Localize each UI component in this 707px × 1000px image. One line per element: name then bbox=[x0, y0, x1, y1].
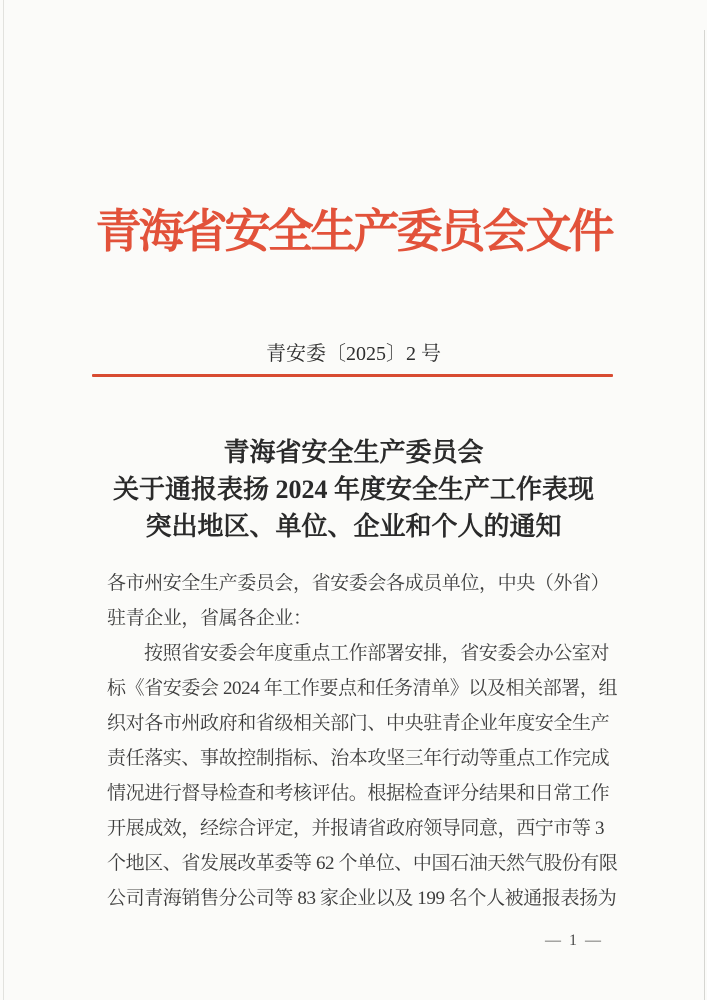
body-text-line: 标《省安委会 2024 年工作要点和任务清单》以及相关部署，组 bbox=[107, 678, 618, 699]
document-title-line-3: 突出地区、单位、企业和个人的通知 bbox=[145, 512, 562, 541]
body-text-line: 开展成效，经综合评定，并报请省政府领导同意，西宁市等 3 bbox=[107, 818, 605, 839]
document-title-line-1: 青海省安全生产委员会 bbox=[223, 438, 484, 467]
document-title bbox=[0, 434, 707, 545]
body-text-line: 各市州安全生产委员会，省安委会各成员单位，中央（外省） bbox=[107, 573, 610, 594]
body-text-line: 公司青海销售分公司等 83 家企业以及 199 名个人被通报表扬为 bbox=[107, 888, 617, 909]
body-text-line: 个地区、省发展改革委等 62 个单位、中国石油天然气股份有限 bbox=[107, 853, 618, 874]
red-divider-line bbox=[92, 374, 613, 377]
document-letterhead: 青海省安全生产委员会文件 bbox=[95, 206, 612, 257]
page-number: — 1 — bbox=[545, 932, 603, 949]
body-text-line: 驻青企业，省属各企业： bbox=[107, 608, 312, 629]
document-title-line-2: 关于通报表扬 2024 年度安全生产工作表现 bbox=[112, 475, 594, 504]
body-text-line: 织对各市州政府和省级相关部门、中央驻青企业年度安全生产 bbox=[107, 713, 610, 734]
document-number: 青安委〔2025〕2 号 bbox=[266, 343, 441, 365]
body-text-line: 责任落实、事故控制指标、治本攻坚三年行动等重点工作完成 bbox=[107, 748, 610, 769]
body-text-line: 按照省安委会年度重点工作部署安排，省安委会办公室对 bbox=[144, 643, 610, 664]
document-body bbox=[107, 566, 619, 916]
body-text-line: 情况进行督导检查和考核评估。根据检查评分结果和日常工作 bbox=[107, 783, 610, 804]
